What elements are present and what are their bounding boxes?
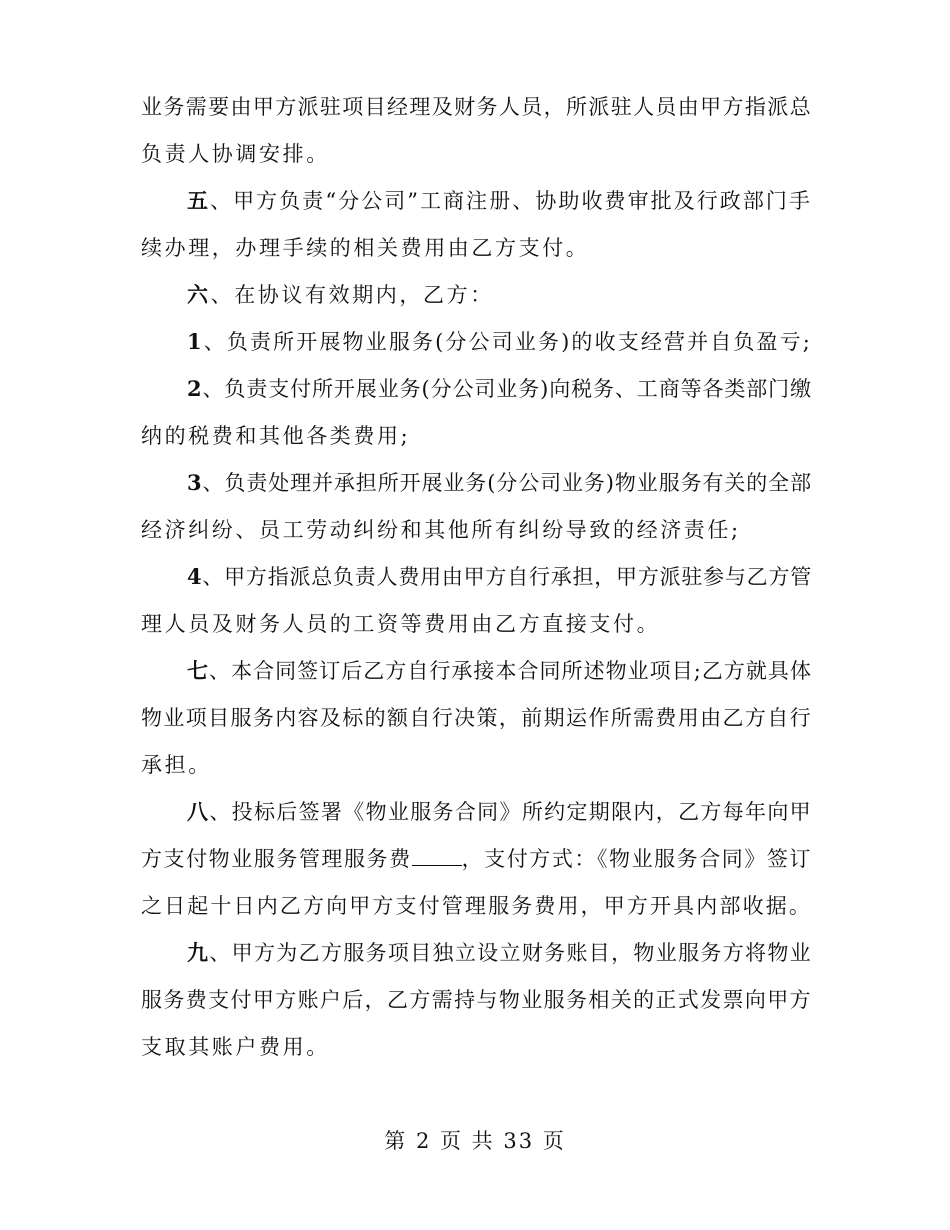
text-line: 承担。 xyxy=(141,753,212,777)
text-line: 服务费支付甲方账户后，乙方需持与物业服务相关的正式发票向甲方 xyxy=(141,988,812,1012)
clause-number: 五 xyxy=(187,188,211,213)
text-line: 业务需要由甲方派驻项目经理及财务人员，所派驻人员由甲方指派总 xyxy=(141,95,812,119)
page-footer: 第 2 页 共 33 页 xyxy=(384,1129,566,1153)
clause-6-item-2: 2、负责支付所开展业务(分公司业务)向税务、工商等各类部门缴 xyxy=(187,376,812,401)
clause-8: 八、投标后签署《物业服务合同》所约定期限内，乙方每年向甲 xyxy=(187,799,812,824)
clause-9: 九、甲方为乙方服务项目独立设立财务账目，物业服务方将物业 xyxy=(187,940,812,965)
clause-number: 1 xyxy=(187,329,204,354)
clause-number: 3 xyxy=(187,470,203,495)
clause-number: 九 xyxy=(187,940,210,965)
text-line: 纳的税费和其他各类费用; xyxy=(141,424,411,448)
clause-number: 八 xyxy=(187,799,210,824)
text-line: 续办理，办理手续的相关费用由乙方支付。 xyxy=(141,236,590,260)
text-line: 负责人协调安排。 xyxy=(141,142,330,166)
clause-6-item-3: 3、负责处理并承担所开展业务(分公司业务)物业服务有关的全部 xyxy=(187,470,812,495)
text-line: 理人员及财务人员的工资等费用由乙方直接支付。 xyxy=(141,612,661,636)
clause-6-item-4: 4、甲方指派总负责人费用由甲方自行承担，甲方派驻参与乙方管 xyxy=(187,564,812,589)
clause-number: 2 xyxy=(187,376,203,401)
text-line: 支取其账户费用。 xyxy=(141,1035,330,1059)
clause-number: 4 xyxy=(187,564,203,589)
text-line: 之日起十日内乙方向甲方支付管理服务费用，甲方开具内部收据。 xyxy=(141,894,812,918)
clause-7: 七、本合同签订后乙方自行承接本合同所述物业项目;乙方就具体 xyxy=(187,658,812,683)
clause-6-item-1: 1、负责所开展物业服务(分公司业务)的收支经营并自负盈亏; xyxy=(187,329,812,354)
clause-6: 六、在协议有效期内，乙方： xyxy=(187,282,494,307)
clause-number: 七 xyxy=(187,658,210,683)
text-line: 物业项目服务内容及标的额自行决策，前期运作所需费用由乙方自行 xyxy=(141,706,812,730)
clause-number: 六 xyxy=(187,282,211,307)
clause-5: 五、甲方负责“分公司”工商注册、协助收费审批及行政部门手 xyxy=(187,188,812,213)
text-line: 经济纠纷、员工劳动纠纷和其他所有纠纷导致的经济责任; xyxy=(141,518,741,542)
text-line-with-blank: 方支付物业服务管理服务费 ，支付方式：《物业服务合同》签订 xyxy=(141,847,812,871)
fill-in-blank xyxy=(412,847,462,866)
